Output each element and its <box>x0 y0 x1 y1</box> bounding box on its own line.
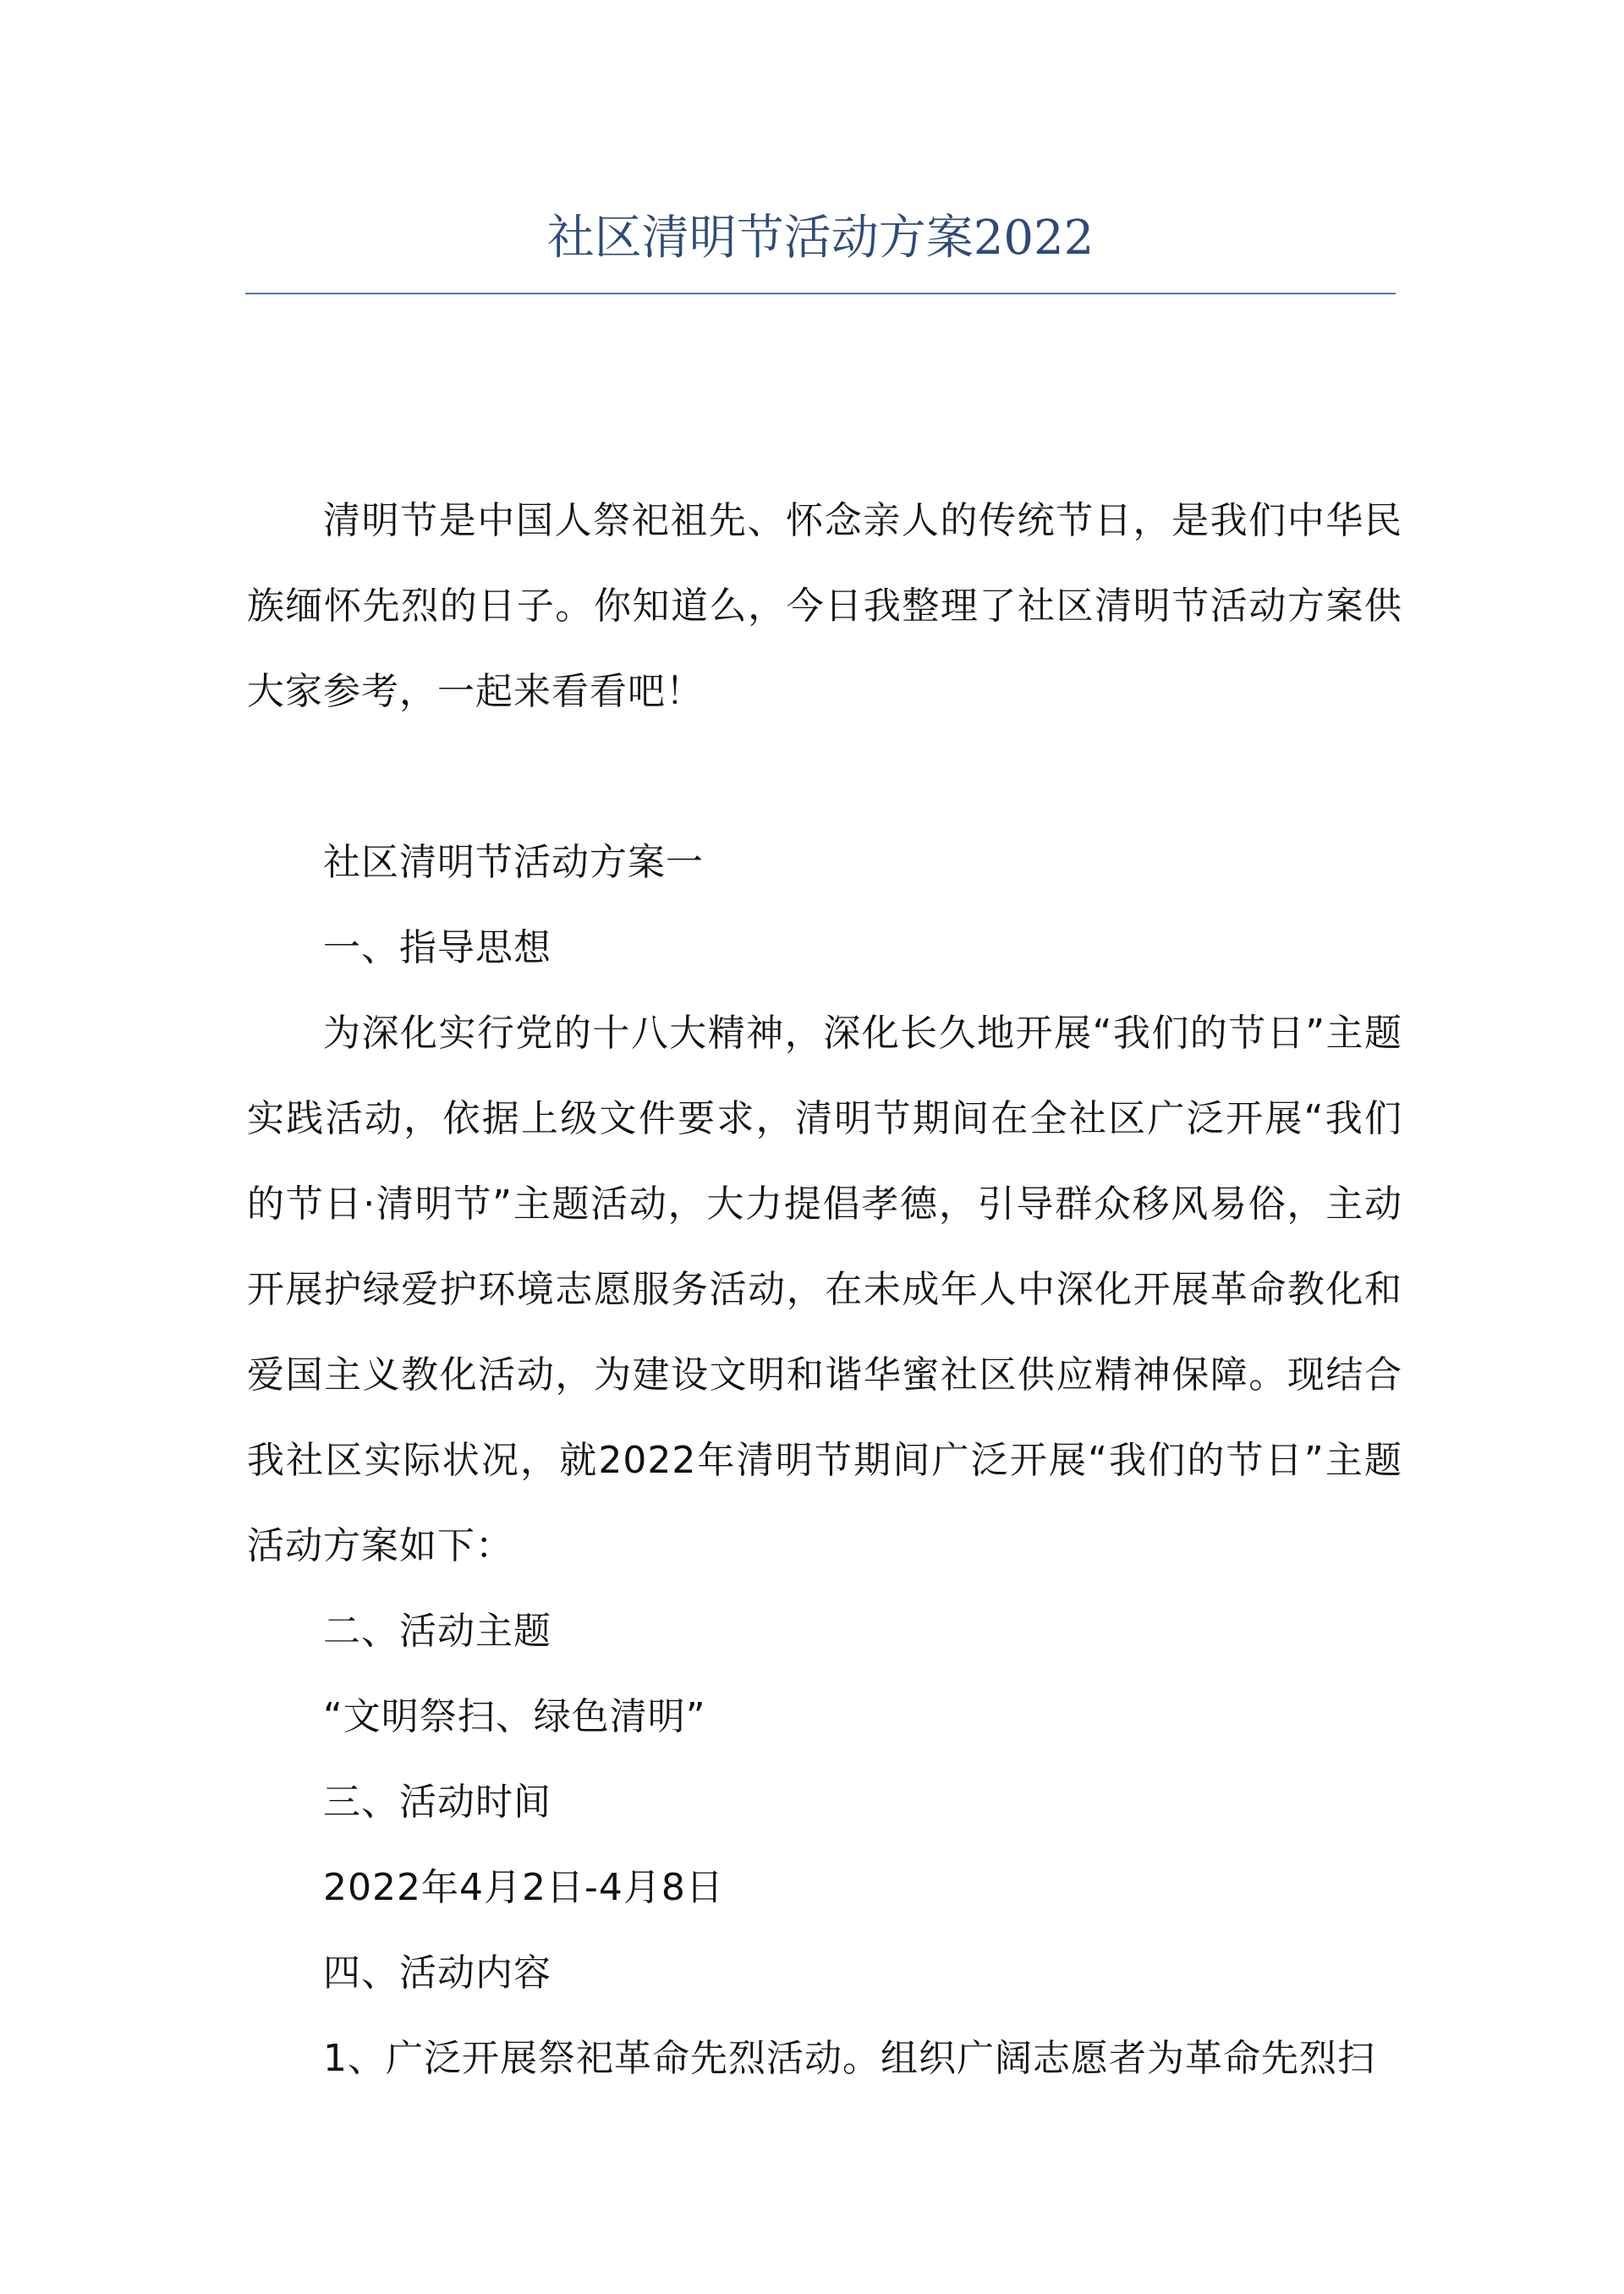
heading-guiding-ideology: 一、指导思想 <box>323 926 551 969</box>
title-underline <box>245 293 1396 294</box>
heading-activity-theme: 二、活动主题 <box>323 1610 551 1653</box>
paragraph-gap <box>247 734 1402 820</box>
intro-paragraph: 清明节是中国人祭祀祖先、怀念亲人的传统节日，是我们中华民族缅怀先烈的日子。你知道么，今日我整理了社区清明节活动方案供大家参考，一起来看看吧！ <box>247 499 1402 713</box>
heading-activity-content: 四、活动内容 <box>323 1951 551 1995</box>
activity-content-item-1: 1、广泛开展祭祀革命先烈活动。组织广阔志愿者为革命先烈扫 <box>323 2037 1375 2080</box>
section-title: 社区清明节活动方案一 <box>323 841 704 884</box>
activity-theme-text: “文明祭扫、绿色清明” <box>323 1695 706 1738</box>
heading-activity-time: 三、活动时间 <box>323 1781 551 1824</box>
document-title: 社区清明节活动方案2022 <box>546 211 1095 266</box>
document-body <box>247 478 1402 2101</box>
guiding-ideology-paragraph: 为深化实行党的十八大精神，深化长久地开展“我们的节日”主题实践活动，依据上级文件要求，清明节期间在全社区广泛开展“我们的节日·清明节”主题活动，大力提倡孝德，引导群众移风易俗，主动开展护绿爱护环境志愿服务活动，在未成年人中深化开展革命教化和爱国主义教化活动，为建设文明和谐华蜜社区供应精神保障。现结合我社区实际状况，就2022年清明节期间广泛开展“我们的节日”主题活动方案如下： <box>247 1012 1402 1567</box>
activity-time-text: 2022年4月2日-4月8日 <box>323 1866 724 1909</box>
